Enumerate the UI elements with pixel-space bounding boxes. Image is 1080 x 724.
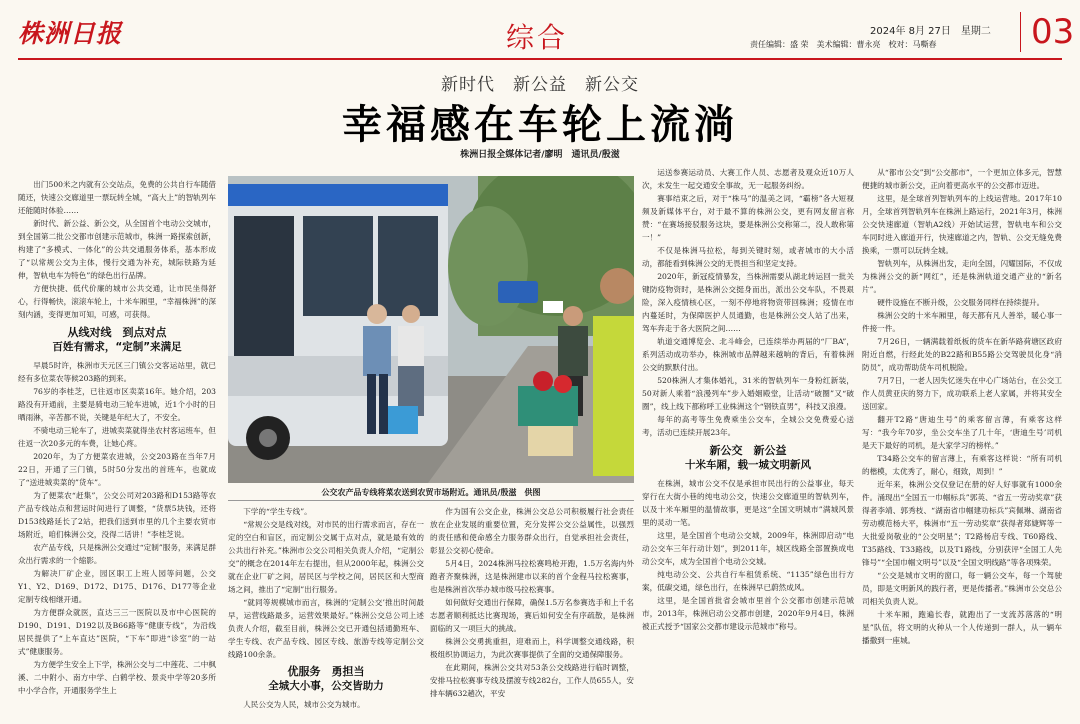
paragraph: “常规公交是线对线，对市民的出行需求而言，存在一定的空白和盲区，而定制公交属于点对点，就是最有效的公共出行补充。”株洲市公交公司相关负责人介绍，“定制公交”的概念在2014年左右提出，但从2000年起，株洲公交就在企业厂矿之间，居民区与学校之间，居民区和大型商场之间，推出了“定制”出行服务。	[228, 520, 424, 594]
paragraph: 520株洲人才集体婚礼，31米的智轨列车一身粉红新装，50对新人乘着“浪漫列车”步入婚姻殿堂，让活动“破圈”又“破圈”，线上线下都称呼工业株洲这个“钢铁直男”，科技又浪漫。	[642, 376, 854, 411]
page-number: 03	[1020, 12, 1074, 52]
paragraph: 方便快捷、低代价廉的城市公共交通，让市民坐得舒心，行得畅快，滚滚车轮上，十米车厢里，“幸福株洲”的深刻内涵，变得更加可知，可感，可获得。	[18, 284, 216, 319]
bus-stop-photo	[228, 176, 634, 483]
subheading-1a: 从线对线 到点对点	[67, 326, 167, 339]
editor-credits: 责任编辑：盛 荣 美术编辑：曹永亮 校对：马嘶春	[750, 40, 937, 49]
paragraph: 人民公交为人民，城市公交为城市。	[243, 700, 365, 709]
paragraph: 如何做好交通出行保障，确保1.5万名参赛选手和上千名志愿者顺利抵达比赛现场，赛后如何安全有序疏散，是株洲面临的又一项巨大的挑战。	[430, 598, 634, 633]
paragraph: 在此期间，株洲公交共对53条公交线路进行临时调整，安排马拉松赛事专线及摆渡专线282台，工作人员655人，安排车辆632趟次，平安	[430, 663, 634, 698]
article-column-2	[228, 505, 424, 719]
paragraph: 为解决厂矿企业，园区职工上班人园等问题，公交Y1、Y2、D169、D172、D175、D176、D177等企业定制专线相继开通。	[18, 569, 216, 604]
subheading-4b: 十米车厢，载一城文明新风	[685, 459, 811, 471]
paragraph: 株洲公交的十米车厢里，每天都有凡人善举，暖心事一件接一件。	[862, 311, 1062, 333]
photo-divider	[228, 500, 634, 501]
paragraph: 从“都市公交”到“公交都市”，一个更加立体多元，智慧便捷的城市新公交，正向着更高水平的公交都市迈进。	[862, 168, 1062, 190]
article-column-3	[430, 505, 634, 719]
paragraph: 这里，是全国首批省会城市里首个公交都市创建示范城市，2013年，株洲启动公交都市创建，2020年9月4日，株洲被正式授予“国家公交都市建设示范城市”称号。	[642, 596, 854, 631]
section-title: 综合	[506, 21, 569, 54]
paragraph: 早晨5时许，株洲市天元区三门镇公交客运站里，就已经有多位菜农等候203路的到来。	[18, 361, 216, 383]
paragraph: 硬件设施在不断升级，公交服务同样在持续提升。	[877, 298, 1045, 307]
paragraph: 运送参赛运动员、大赛工作人员、志愿者及观众近10万人次，未发生一起交通安全事故，无一起服务纠纷。	[642, 168, 854, 190]
paragraph: 近年来，株洲公交仅登记在册的好人好事就有1000余件。涌现出“全国五一巾帼标兵”郭英、“省五一劳动奖章”获得者李靖、郭秀枝、“湖南省巾帼建功标兵”宾佩琳、湖南省劳动模范杨大平，株洲市“五一劳动奖章”获得者郑婕辉等一大批爱岗敬业的“公交明星”；T2路杨启专线、T60路线、T35路线、T33路线，以及T1路线，分别获评“全国工人先锋号”“全国巾帼文明号”以及“全国文明线路”等各项殊荣。	[862, 480, 1062, 567]
subheading-4a: 新公交 新公益	[709, 444, 787, 457]
paragraph: 这里，是全国首个电动公交城，2009年，株洲即启动“电动公交车三年行动计划”，到2011年，城区线路全部置换成电动公交车，成为全国首个电动公交城。	[642, 531, 854, 566]
article-column-4	[642, 166, 854, 718]
photo-caption: 公交农产品专线将菜农送到农贸市场附近。通讯员/殷滋 供图	[321, 488, 541, 497]
paragraph: 2020年，新冠疫情暴发，当株洲需要从湖北转运回一批关键防疫物资时，是株洲公交挺身而出，派出公交车队，不畏艰险，深入疫情核心区，一刻不停地将物资带回株洲；疫情在市内蔓延时，为保障医护人员通勤，也是株洲公交人站了出来，驾车奔走于各大医院之间……	[642, 272, 854, 333]
paragraph: 每年的高考等生免费乘坐公交车，全城公交免费爱心送考，活动已连续开展23年。	[642, 415, 854, 437]
paragraph: 农产品专线，只是株洲公交通过“定制”服务，来满足群众出行需求的一个缩影。	[18, 543, 216, 565]
paragraph: 作为国有公交企业，株洲公交总公司积极履行社会责任放在企业发展的重要位置，充分发挥公交公益属性，以强烈的责任感和使命感全力服务群众出行，自觉承担社会责任，彰显公交初心使命。	[430, 507, 634, 555]
masthead	[0, 0, 1080, 60]
paragraph: 十米车厢，跑遍长春，就跑出了一支流苏落落的“明星”队伍，将文明的火种从一个人传递到一群人，从一辆车播撒到一座城。	[862, 610, 1062, 645]
paragraph: 5月4日，2024株洲马拉松赛鸣枪开跑，1.5万名海内外跑者齐聚株洲，这是株洲建市以来的首个金程马拉松赛事，也是株洲首次举办城市级马拉松赛事。	[430, 559, 634, 594]
masthead-rule	[18, 58, 1062, 60]
paragraph: 这里，是全球首列智轨列车的上线运营地。2017年10月，全球首列智轨列车在株洲上路运行，2021年3月，株洲公交快速廊道（智轨A2线）开始试运营，智轨电车和公交车同时进入廊道开行，快速廊道之内，智轨、公交无缝免费换乘，一票可以玩转全城。	[862, 194, 1062, 255]
paragraph: 赛事结束之后，对于“株马”的温美之词，“霸榜”各大短视频及新媒体平台，对于最不算的株洲公交，更有网友留言称赞：“在赛场接驳服务这块，要是株洲公交称第二，没人敢称第一！”	[642, 194, 854, 242]
paragraph: 不仅是株洲马拉松，每到关键时刻，或者城市的大小活动，都能看到株洲公交的无畏担当和坚定支持。	[642, 246, 854, 268]
subheading-2b: 全城大小事，公交皆助力	[268, 680, 384, 692]
paragraph: “公交是城市文明的窗口，每一辆公交车，每一个驾驶员，即是文明新风的践行者，更是传播者。”株洲市公交总公司相关负责人说。	[862, 571, 1062, 606]
headline-kicker: 新时代 新公益 新公交	[441, 75, 639, 95]
paragraph: 在株洲，城市公交不仅是承担市民出行的公益事业，每天穿行在大街小巷的纯电动公交，快速公交廊道里的智轨列车，以及十米车厢里的温情故事，更是这“全国文明城市”满城风景里的灵动一笔。	[642, 479, 854, 527]
paragraph: 轨道交通博览会、北斗峰会，已连续举办两届的“厂BA”，系列活动成功举办，株洲城市品牌越来越响的背后，有着株洲公交的默默付出。	[642, 337, 854, 372]
headline: 幸福感在车轮上流淌	[342, 102, 738, 148]
paragraph: 新时代、新公益、新公交，从全国首个电动公交城市，到全国第二批公交都市创建示范城市，株洲一路探索创新，构建了“多模式、一体化”的公共交通服务体系，基本形成了“以常规公交为主体，慢行交通为补充，城际铁路为延伸，智轨电车为特色”的绿色出行品牌。	[18, 219, 216, 280]
newspaper-logo: 株洲日报	[18, 19, 123, 48]
paragraph: 7月7日，一老人因失忆迷失在中心广场站台，在公交工作人员黄亚庆的努力下，成功联系上老人家属，并将其安全送回家。	[862, 376, 1062, 411]
paragraph: 智轨列车，从株洲出发，走向全国，闪耀国际，不仅成为株洲公交的新“网红”，还是株洲轨道交通产业的“新名片”。	[862, 259, 1062, 294]
paragraph: 出门500米之内就有公交站点，免费的公共自行车随借随还，快速公交廊道里一票玩转全城，“高大上”的智轨列车还能随时体验……	[18, 180, 216, 215]
article-column-1	[18, 178, 216, 718]
paragraph: “就同等规模城市而言，株洲的‘定制公交’推出时间最早，运营线路最多，运营效果最好。”株洲公交总公司上述负责人介绍，截至目前，株洲公交已开通包括通勤班车、学生专线、农产品专线、园区专线、旅游专线等定制公交线路100余条。	[228, 598, 424, 659]
paragraph: 为方便群众就医，直达三三一医院以及市中心医院的D190、D191、D192以及B66路等“健康专线”，为沿线居民提供了“上车直达”医院，“下车”即进“诊室”的一站式”健康服务。	[18, 608, 216, 656]
paragraph: 2020年，为了方便菜农进城，公交203路在当年7月22日，开通了三门镇，5时50分发出的首班车，也就成了“送进城卖菜的”货车”。	[18, 452, 216, 487]
byline: 株洲日报全媒体记者/廖明 通讯员/殷滋	[460, 150, 620, 160]
subheading-2a: 优服务 勇担当	[287, 665, 365, 678]
paragraph: 下学的“学生专线”。	[243, 507, 312, 516]
article-column-5	[862, 166, 1062, 718]
paragraph: 7月26日，一辆满载着纸板的货车在新华路荷塘区政府附近自燃，行经此处的B22路和B55路公交驾驶员化身“消防员”，成功帮助货车司机脱险。	[862, 337, 1062, 372]
paragraph: 纯电动公交、公共自行车租赁系统、“1135”绿色出行方案，低碳交通，绿色出行，在株洲早已蔚然成风。	[642, 570, 854, 592]
subheading-1b: 百姓有需求，“定制”来满足	[52, 341, 182, 353]
paragraph: T34路公交车的留言薄上，有乘客这样说：“所有司机的楷模，太优秀了，耐心，细致，周到！”	[862, 454, 1062, 476]
publication-date: 2024年 8月 27日 星期二	[870, 26, 991, 37]
paragraph: 为方便学生安全上下学，株洲公交与二中莲花、二中枫溪、二中附小、南方中学、白鹤学校、景炎中学等20多所中小学合作，开通服务学生上	[18, 660, 216, 695]
paragraph: 株洲公交勇挑重担，迎难而上，科学调整交通线路，积极组织协调运力，为此次赛事提供了全面的交通保障服务。	[430, 637, 634, 659]
paragraph: 为了便菜农“赶集”，公交公司对203路和D153路等农产品专线站点和营运时间进行了调整，“货票5块钱，还将D153线路延长了2站，把我们送到市里的几个主要农贸市场附近，咱们株洲公交，没得二话讲！”李桂芝说。	[18, 491, 216, 539]
paragraph: 不骑电动三轮车了，进城卖菜就得坐农村客运班车，但往返一次20多元的车费，让她心疼。	[18, 426, 216, 448]
paragraph: 76岁的李桂芝，已往返市区卖菜16年。她介绍，203路没有开通前，主要是骑电动三轮车进城，近1个小时的日晒雨淋，辛苦都不说，关键是年纪大了，不安全。	[18, 387, 216, 422]
paragraph: 翻开T2路“唐迪生号”的乘客留言薄，有乘客这样写：“我今年70岁，坐公交车坐了几十年，‘唐迪生号’司机是天下最好的司机，是大家学习的榜样。”	[862, 415, 1062, 450]
